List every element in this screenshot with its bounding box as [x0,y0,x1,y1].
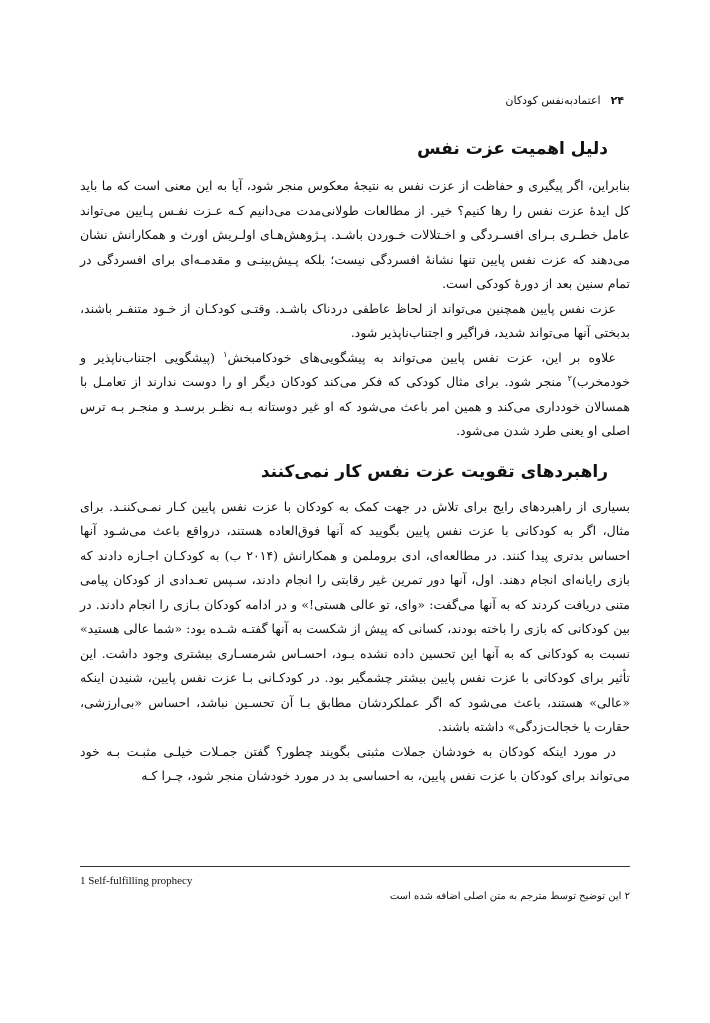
footnote-english: 1 Self-fulfilling prophecy [80,875,193,887]
body-paragraph: در مورد اینکه کودکان به خودشان جملات مثبتی بگویند چطور؟ گفتن جمـلات خیلـی مثبـت بـه خود می‌تواند برای کودکان با عزت نفس پایین، به احساسی بد در مورد خودشان منجر شود، چـرا کـه [80,743,630,783]
footnote-marker[interactable]: ۲ [567,373,572,383]
section-heading: راهبردهای تقویت عزت نفس کار نمی‌کنند [260,461,608,482]
page-number: ۲۴ [610,94,624,107]
page-body [80,136,630,789]
paragraph-text: منجر شود. برای مثال کودکی که فکر می‌کند کودکان دیگر او را دوست ندارند از تعامـل با همسالان خودداری می‌کند و همین امر باعث می‌شود که او غیر دوستانه بـه نظـر برسـد و منجـر بـه ترس اصلی او یعنی طرد شدن می‌شود. [80,374,630,438]
footnote-divider [80,866,630,867]
body-paragraph: بنابراین، اگر پیگیری و حفاظت از عزت نفس به نتیجهٔ معکوس منجر شود، آیا به این معنی است که ما باید کل ایدهٔ عزت نفس را رها کنیم؟ خیر. از مطالعات طولانی‌مدت می‌دانیم کـه عـزت نفـس پـایین می‌تواند عامل خطـری بـرای افسـردگی و اخـتلالات خـوردن باشـد. پـژوهش‌هـای اولـریش اورث و همکارانش نشان می‌دهند که عزت نفس پایین تنها نشانهٔ افسردگی نیست؛ بلکه پـیش‌بینـی و مقدمـه‌ای برای افسردگی در تمام سنین بعد از دورهٔ کودکی است. [80,178,630,291]
section-importance [80,136,630,444]
section-heading: دلیل اهمیت عزت نفس [417,139,608,159]
body-paragraph-with-footnotes [80,346,630,444]
section-strategies [80,459,630,789]
book-title: اعتمادبه‌نفس کودکان [505,94,601,107]
body-paragraph: بسیاری از راهبردهای رایج برای تلاش در جهت کمک به کودکان با عزت نفس پایین کـار نمـی‌کننـد. برای مثال، اگر به کودکانی با عزت نفس پایین بگویید که آنها فوق‌العاده هستند، درواقع باعث می‌شـود آنها احساس بدتری پیدا کنند. در مطالعه‌ای، ادی بروملمن و همکارانش (۲۰۱۴ ب) به کودکـان اجـازه دادند که بازی رایانه‌ای انجام دهند. اول، آنها دور تمرین غیر رقابتی را انجام دادند، سـپس تعـدادی از کودکان پیامی متنی دریافت کردند که به آنها می‌گفت: «وای، تو عالی هستی!» و در ادامه کودکان بـازی را انجام دادند. در بین کودکانی که بازی را باخته بودند، کسانی که پیش از شکست به آنها گفتـه شـده بود: «شما عالی هستید» نسبت به کودکانی که به آنها این تحسین داده نشده بـود، احسـاس شرمسـاری بیشتری وجود داشت. این تأثیر برای کودکانی با عزت نفس پایین بیشتر چشمگیر بود. در کودکـانی بـا عزت نفس پایین، شنیدن اینکه «عالی» هستند، باعث می‌شود که اگر عملکردشان مطابق بـا آن تحسـین نباشد، احساس «بی‌ارزشی، حقارت یا خجالت‌زدگی» داشته باشند. [80,498,631,734]
footnote-marker[interactable]: ۱ [223,349,228,359]
paragraph-text: علاوه بر این، عزت نفس پایین می‌تواند به پیشگویی‌های خودکامبخش [227,349,616,365]
footnote-persian: ۲ این توضیح توسط مترجم به متن اصلی اضافه شده است [389,891,630,902]
running-header [324,93,624,109]
paragraph-text: (پیشگویی اجتناب‌ناپذیر و خودمخرب) [80,349,630,389]
body-paragraph: عزت نفس پایین همچنین می‌تواند از لحاظ عاطفی دردناک باشـد. وقتـی کودکـان از خـود متنفـر باشند، بدبختی آنها می‌تواند شدید، فراگیر و اجتناب‌ناپذیر شود. [80,300,630,340]
